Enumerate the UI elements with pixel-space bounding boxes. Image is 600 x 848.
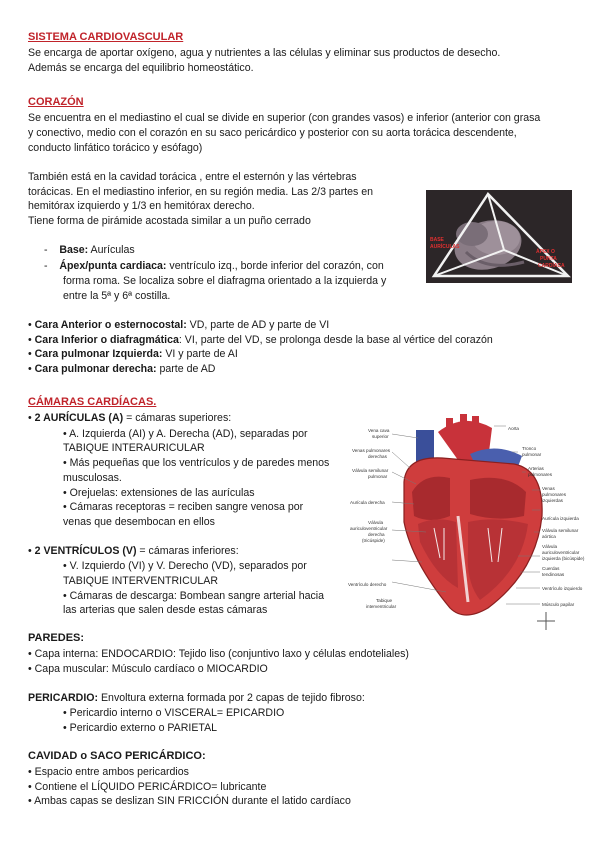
paragraph-line: TABIQUE INTERAURICULAR bbox=[63, 442, 205, 454]
paragraph-line: y conectivo, medio con el corazón en su saco pericárdico y posterior con su aorta torácica descendente, bbox=[28, 127, 517, 139]
diagram-label: Arterias bbox=[528, 466, 544, 471]
fig-label-auriculas: AURÍCULAS bbox=[430, 244, 460, 250]
diagram-label: Venas pulmonares bbox=[352, 448, 391, 453]
diagram-label: Músculo papilar bbox=[542, 602, 575, 607]
diagram-label: Ventrículo derecho bbox=[348, 582, 387, 587]
pericardio-line bbox=[28, 691, 365, 706]
heart-pyramid-image bbox=[426, 190, 572, 283]
fig-label-punta: PUNTA bbox=[540, 256, 557, 262]
list-item-text: Pericardio externo o PARIETAL bbox=[69, 722, 218, 734]
diagram-label: Cuerdas bbox=[542, 566, 560, 571]
face-text: parte de AD bbox=[156, 363, 216, 375]
list-item-text: Ambas capas se deslizan SIN FRICCIÓN durante el latido cardíaco bbox=[34, 795, 351, 807]
section-title-sistema: SISTEMA CARDIOVASCULAR bbox=[28, 31, 184, 43]
list-item: • Espacio entre ambos pericardios bbox=[28, 766, 189, 778]
list-item: • Cámaras de descarga: Bombean sangre arterial hacia bbox=[63, 590, 325, 602]
paragraph-line: conducto linfático torácico y esófago) bbox=[28, 142, 203, 154]
list-item-text: Contiene el LÍQUIDO PERICÁRDICO= lubricante bbox=[34, 781, 267, 793]
base-label: Base: bbox=[59, 244, 89, 256]
list-item: • Capa interna: ENDOCARDIO: Tejido liso (conjuntivo laxo y células endoteliales) bbox=[28, 648, 409, 660]
diagram-label: derecha bbox=[368, 532, 385, 537]
list-item-text: Pericardio interno o VISCERAL= EPICARDIO bbox=[69, 707, 285, 719]
diagram-label: izquierdas bbox=[542, 498, 563, 503]
fig-label-cardiaca: CARDÍACA bbox=[538, 263, 565, 269]
paragraph-line: venas que desembocan en ellos bbox=[63, 516, 215, 528]
paragraph-line: Se encuentra en el mediastino el cual se divide en superior (con grandes vasos) e inferior (anterior con grasa bbox=[28, 112, 541, 124]
section-title-corazon: CORAZÓN bbox=[28, 96, 84, 108]
list-item-face: • Cara Inferior o diafragmática: VI, parte del VD, se prolonga desde la base al vértice del corazón bbox=[28, 334, 493, 346]
paragraph-line: las arterias que salen desde estas cámaras bbox=[63, 604, 268, 616]
face-text: VD, parte de AD y parte de VI bbox=[186, 319, 330, 331]
diagram-label: Aurícula derecha bbox=[350, 500, 385, 505]
face-text: : VI, parte del VD, se prolonga desde la base al vértice del corazón bbox=[178, 334, 493, 346]
face-label: Cara Anterior o esternocostal: bbox=[34, 319, 187, 331]
diagram-label: Válvula bbox=[368, 520, 384, 525]
list-item-face: • Cara pulmonar derecha: parte de AD bbox=[28, 363, 216, 375]
fig-label-apex: ÁPEX O bbox=[536, 249, 555, 255]
diagram-label: pulmonares bbox=[542, 492, 567, 497]
cavidad-title: CAVIDAD o SACO PERICÁRDICO: bbox=[28, 750, 206, 762]
paragraph-line: entre la 5ª y 6ª costilla. bbox=[63, 290, 171, 302]
list-item-face: • Cara Anterior o esternocostal: VD, parte de AD y parte de VI bbox=[28, 319, 330, 331]
list-item-text: Espacio entre ambos pericardios bbox=[34, 766, 189, 778]
paragraph-line: forma roma. Se localiza sobre el diafragma orientado a la izquierda y bbox=[63, 275, 387, 287]
list-item: • Orejuelas: extensiones de las aurículas bbox=[63, 487, 255, 499]
diagram-label: pulmonares bbox=[528, 472, 553, 477]
list-item-base: - Base: Aurículas bbox=[44, 244, 135, 256]
heart-anatomy-diagram bbox=[346, 412, 598, 630]
auriculas-text: = cámaras superiores: bbox=[123, 412, 232, 424]
list-item-text: V. Izquierdo (VI) y V. Derecho (VD), separados por bbox=[69, 560, 307, 572]
pericardio-text: Envoltura externa formada por 2 capas de tejido fibroso: bbox=[98, 692, 365, 704]
diagram-label: auriculoventricular bbox=[542, 550, 580, 555]
list-item-face: • Cara pulmonar Izquierda: VI y parte de AI bbox=[28, 348, 238, 360]
pericardio-label: PERICARDIO: bbox=[28, 692, 99, 704]
diagram-label: Válvula bbox=[542, 544, 558, 549]
list-item: • Ambas capas se deslizan SIN FRICCIÓN durante el latido cardíaco bbox=[28, 795, 351, 807]
paragraph-line: También está en la cavidad torácica , entre el esternón y las vértebras bbox=[28, 171, 357, 183]
paragraph-line: Se encarga de aportar oxígeno, agua y nutrientes a las células y eliminar sus productos de desecho. bbox=[28, 47, 501, 59]
paredes-title: PAREDES: bbox=[28, 632, 85, 644]
list-item-text: A. Izquierda (AI) y A. Derecha (AD), separadas por bbox=[69, 428, 308, 440]
diagram-label: superior bbox=[372, 434, 389, 439]
list-item-auriculas: • 2 AURÍCULAS (A) = cámaras superiores: bbox=[28, 412, 232, 424]
list-item-text: Orejuelas: extensiones de las aurículas bbox=[69, 487, 255, 499]
ventriculos-label: 2 VENTRÍCULOS (V) bbox=[34, 545, 137, 557]
ventriculos-text: = cámaras inferiores: bbox=[136, 545, 239, 557]
paragraph-line: torácicas. En el mediastino inferior, en su región media. Las 2/3 partes en bbox=[28, 186, 374, 198]
list-item-text: Más pequeñas que los ventrículos y de paredes menos bbox=[69, 457, 330, 469]
diagram-label: Tronco bbox=[522, 446, 537, 451]
list-item-text: Cámaras receptoras = reciben sangre venosa por bbox=[69, 501, 304, 513]
list-item-text: Capa interna: ENDOCARDIO: Tejido liso (conjuntivo laxo y células endoteliales) bbox=[34, 648, 409, 660]
list-item: • Capa muscular: Músculo cardíaco o MIOCARDIO bbox=[28, 663, 268, 675]
diagram-label: Válvula semilunar bbox=[542, 528, 579, 533]
diagram-label: pulmonar bbox=[522, 452, 542, 457]
list-item: • Pericardio interno o VISCERAL= EPICARDIO bbox=[63, 707, 285, 719]
diagram-label: Venas bbox=[542, 486, 555, 491]
diagram-label: tendinosas bbox=[542, 572, 565, 577]
list-item-text: Cámaras de descarga: Bombean sangre arterial hacia bbox=[69, 590, 325, 602]
diagram-label: Aorta bbox=[508, 426, 519, 431]
paragraph-line: musculosas. bbox=[63, 472, 122, 484]
diagram-label: Vena cava bbox=[368, 428, 390, 433]
auriculas-label: 2 AURÍCULAS (A) bbox=[34, 412, 124, 424]
diagram-label: Aurícula izquierda bbox=[542, 516, 579, 521]
face-label: Cara pulmonar Izquierda: bbox=[34, 348, 163, 360]
diagram-label: (tricúspide) bbox=[362, 538, 385, 543]
diagram-label: aórtica bbox=[542, 534, 556, 539]
diagram-label: Ventrículo izquierdo bbox=[542, 586, 583, 591]
paragraph-line: hemitórax izquierdo y 1/3 en hemitórax derecho. bbox=[28, 200, 255, 212]
face-label: Cara Inferior o diafragmática bbox=[34, 334, 179, 346]
list-item: • A. Izquierda (AI) y A. Derecha (AD), separadas por bbox=[63, 428, 308, 440]
fig-label-base: BASE bbox=[430, 237, 444, 243]
list-item: • Pericardio externo o PARIETAL bbox=[63, 722, 218, 734]
diagram-label: auriculoventricular bbox=[350, 526, 388, 531]
paragraph-line: TABIQUE INTERVENTRICULAR bbox=[63, 575, 219, 587]
list-item: • Cámaras receptoras = reciben sangre venosa por bbox=[63, 501, 304, 513]
diagram-label: interventricular bbox=[366, 604, 397, 609]
list-item: • V. Izquierdo (VI) y V. Derecho (VD), separados por bbox=[63, 560, 307, 572]
list-item-apex: - Ápex/punta cardiaca: ventrículo izq., borde inferior del corazón, con bbox=[44, 260, 384, 272]
apex-text: ventrículo izq., borde inferior del corazón, con bbox=[166, 260, 384, 272]
apex-label: Ápex/punta cardiaca: bbox=[59, 260, 167, 272]
paragraph-line: Tiene forma de pirámide acostada similar a un puño cerrado bbox=[28, 215, 311, 227]
diagram-label: izquierda (bicúspide) bbox=[542, 556, 585, 561]
list-item-ventriculos: • 2 VENTRÍCULOS (V) = cámaras inferiores: bbox=[28, 545, 239, 557]
diagram-label: pulmonar bbox=[368, 474, 388, 479]
base-text: Aurículas bbox=[88, 244, 135, 256]
diagram-label: Válvula semilunar bbox=[352, 468, 389, 473]
section-title-camaras: CÁMARAS CARDÍACAS. bbox=[28, 396, 157, 408]
diagram-label: derechas bbox=[368, 454, 387, 459]
list-item: • Contiene el LÍQUIDO PERICÁRDICO= lubricante bbox=[28, 781, 267, 793]
list-item-text: Capa muscular: Músculo cardíaco o MIOCARDIO bbox=[34, 663, 268, 675]
diagram-label: Tabique bbox=[376, 598, 393, 603]
face-text: VI y parte de AI bbox=[162, 348, 238, 360]
face-label: Cara pulmonar derecha: bbox=[34, 363, 157, 375]
list-item: • Más pequeñas que los ventrículos y de paredes menos bbox=[63, 457, 330, 469]
paragraph-line: Además se encarga del equilibrio homeostático. bbox=[28, 62, 254, 74]
